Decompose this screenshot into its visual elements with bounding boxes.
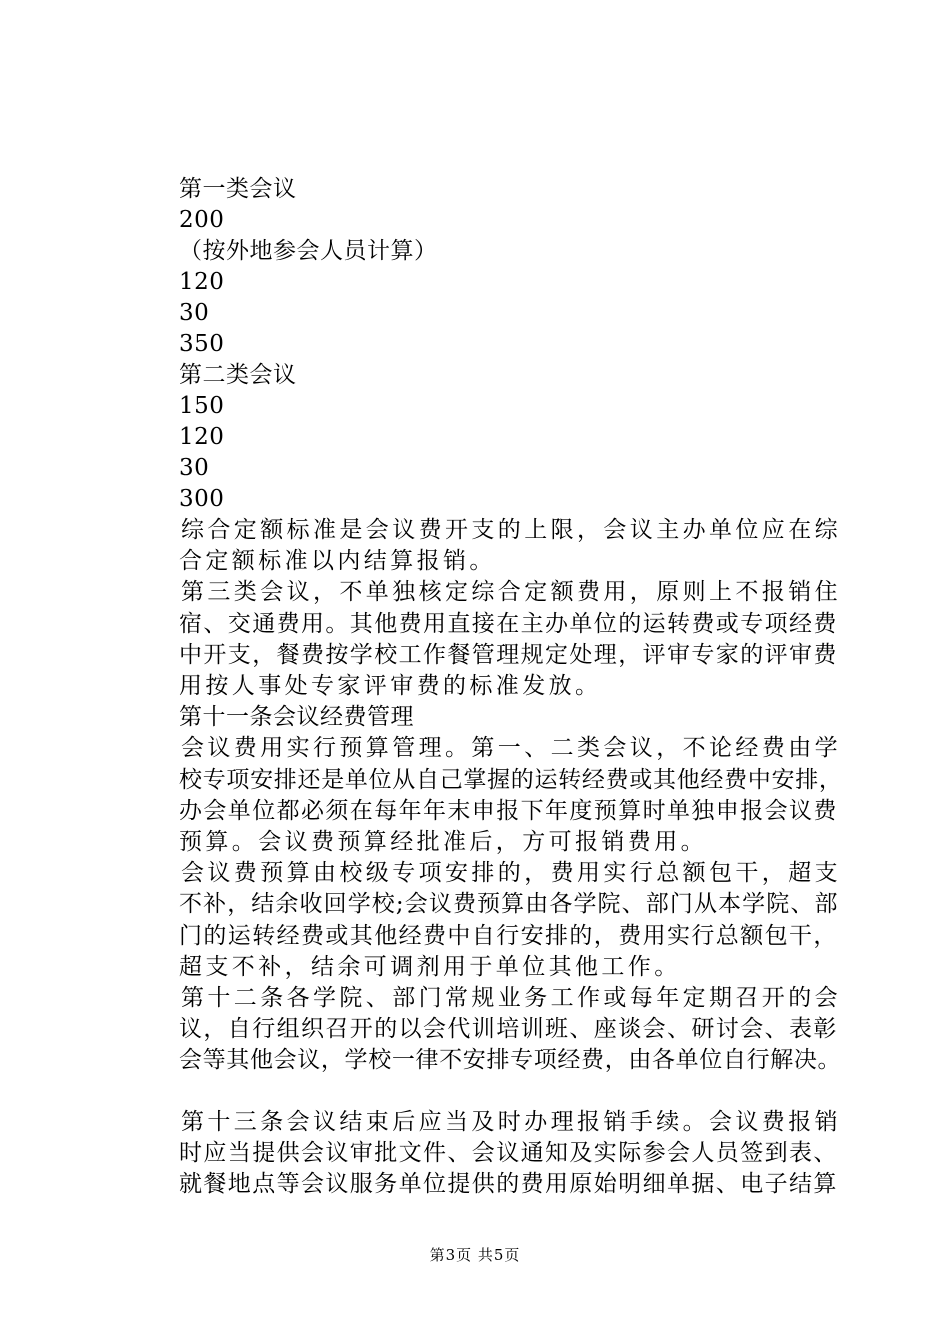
- paragraph-line: 办会单位都必须在每年年末申报下年度预算时单独申报会议费: [179, 797, 838, 824]
- paragraph-budget-lump-sum: [179, 858, 839, 983]
- paragraph-line: 宿、交通费用。其他费用直接在主办单位的运转费或专项经费: [179, 610, 838, 637]
- category-2-title: 第二类会议: [179, 362, 297, 388]
- paragraph-line: 第十二条各学院、部门常规业务工作或每年定期召开的会: [181, 985, 841, 1012]
- category-1-value: 200: [179, 207, 225, 233]
- paragraph-line: 中开支，餐费按学校工作餐管理规定处理，评审专家的评审费: [179, 641, 838, 668]
- category-2-value: 120: [179, 424, 225, 450]
- category-1-value: 120: [179, 269, 225, 295]
- paragraph-line: 不补，结余收回学校;会议费预算由各学院、部门从本学院、部: [179, 891, 839, 918]
- category-2-value: 150: [179, 393, 225, 419]
- category-2-total: 300: [179, 486, 225, 512]
- paragraph-line: 第十三条会议结束后应当及时办理报销手续。会议费报销: [181, 1108, 841, 1135]
- paragraph-line: 议，自行组织召开的以会代训培训班、座谈会、研讨会、表彰: [179, 1016, 838, 1043]
- paragraph-line: 第十一条会议经费管理: [179, 704, 414, 731]
- paragraph-article-12: [179, 983, 842, 1077]
- section-heading-article-11: [179, 702, 839, 733]
- paragraph-line: 预算。会议费预算经批准后，方可报销费用。: [179, 829, 707, 856]
- paragraph-line: 校专项安排还是单位从自己掌握的运转经费或其他经费中安排，: [179, 766, 843, 793]
- paragraph-article-13: [179, 1107, 839, 1201]
- paragraph-line: 时应当提供会议审批文件、会议通知及实际参会人员签到表、: [179, 1139, 838, 1166]
- paragraph-spacer: [179, 1077, 839, 1107]
- paragraph-line: 综合定额标准是会议费开支的上限，会议主办单位应在综: [181, 517, 841, 543]
- category-1-title: 第一类会议: [179, 176, 297, 202]
- paragraph-line: 第三类会议，不单独核定综合定额费用，原则上不报销住: [181, 579, 841, 606]
- paragraph-line: 会议费预算由校级专项安排的，费用实行总额包干，超支: [181, 860, 841, 887]
- document-body: [179, 174, 843, 1200]
- paragraph-line: 超支不补，结余可调剂用于单位其他工作。: [179, 953, 681, 980]
- paragraph-line: 就餐地点等会议服务单位提供的费用原始明细单据、电子结算: [179, 1171, 838, 1198]
- paragraph-line: 门的运转经费或其他经费中自行安排的，费用实行总额包干，: [179, 922, 838, 949]
- paragraph-line: 合定额标准以内结算报销。: [179, 548, 496, 575]
- paragraph-category-3: [179, 577, 839, 702]
- paragraph-budget-management: [179, 733, 843, 858]
- paragraph-line: 会议费用实行预算管理。第一、二类会议，不论经费由学: [181, 735, 841, 762]
- category-1-note: （按外地参会人员计算）: [179, 238, 438, 264]
- paragraph-line: 用按人事处专家评审费的标准发放。: [179, 673, 602, 700]
- category-2-value: 30: [179, 455, 210, 481]
- category-1-value: 30: [179, 300, 210, 326]
- category-1-total: 350: [179, 331, 225, 357]
- paragraph-line: 会等其他会议，学校一律不安排专项经费，由各单位自行解决。: [179, 1047, 842, 1074]
- paragraph-quota-standard: [181, 515, 839, 577]
- page-number-footer: 第3页 共5页: [429, 1246, 521, 1264]
